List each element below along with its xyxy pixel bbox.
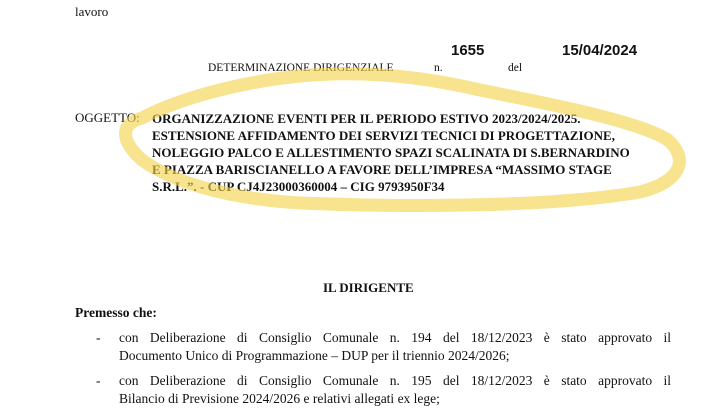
date-label: del (508, 62, 523, 74)
section-heading: IL DIRIGENTE (323, 280, 414, 295)
list-item-line: Bilancio di Previsione 2024/2026 e relativi allegati ex lege; (119, 391, 440, 406)
subject-line: E PIAZZA BARISCIANELLO A FAVORE DELL’IMPRESA “MASSIMO STAGE (152, 162, 612, 177)
subject-label: OGGETTO: (75, 110, 140, 125)
top-text: lavoro (75, 4, 109, 19)
subject-line: ESTENSIONE AFFIDAMENTO DEI SERVIZI TECNICI DI PROGETTAZIONE, (152, 128, 615, 143)
list-item (96, 372, 671, 408)
determination-label: DETERMINAZIONE DIRIGENZIALE (208, 62, 394, 74)
subject-line: S.R.L.”. - CUP CJ4J23000360004 – CIG 9793950F34 (152, 179, 445, 194)
subject-line: ORGANIZZAZIONE EVENTI PER IL PERIODO ESTIVO 2023/2024/2025. (152, 111, 581, 126)
list-dash: - (96, 330, 101, 345)
number-label: n. (434, 62, 443, 74)
subject-line: NOLEGGIO PALCO E ALLESTIMENTO SPAZI SCALINATA DI S.BERNARDINO (152, 145, 630, 160)
determination-number: 1655 (451, 42, 485, 59)
list-item-line: Documento Unico di Programmazione – DUP per il triennio 2024/2026; (119, 348, 510, 363)
list-item (96, 329, 671, 365)
list-item-line: con Deliberazione di Consiglio Comunale n. 194 del 18/12/2023 è stato approvato il (119, 330, 671, 345)
determination-date: 15/04/2024 (562, 42, 638, 59)
subject-text (152, 110, 630, 195)
list-item-line: con Deliberazione di Consiglio Comunale n. 195 del 18/12/2023 è stato approvato il (119, 373, 671, 388)
list-dash: - (96, 373, 101, 388)
premise-heading: Premesso che: (75, 305, 157, 320)
